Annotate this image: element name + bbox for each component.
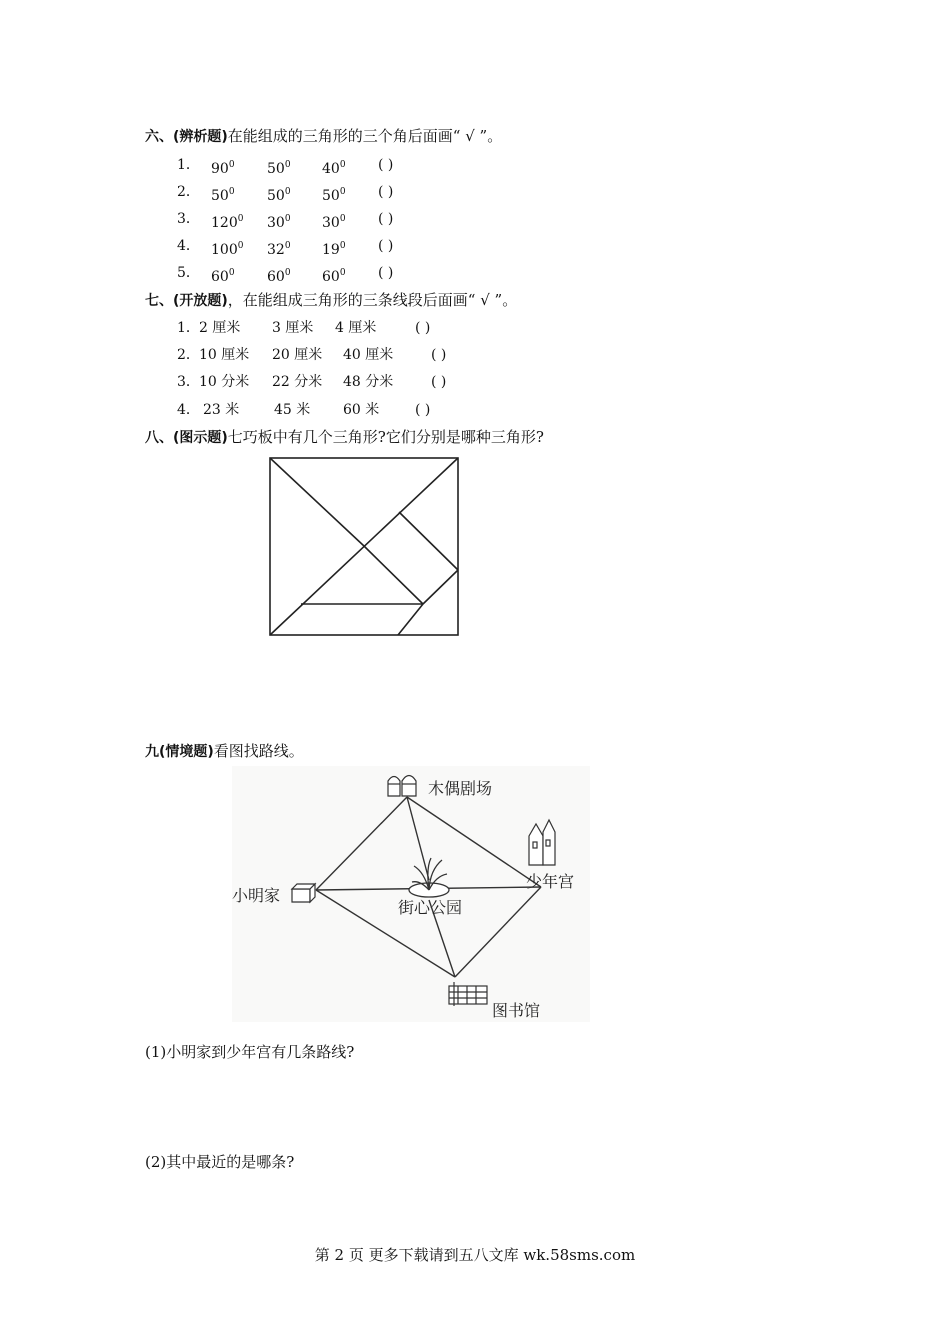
segment-c: 48 分米 [343, 374, 394, 390]
segment-c: 60 米 [343, 402, 380, 418]
item-number: 4． [177, 238, 200, 254]
angle-a: 90 [211, 161, 229, 177]
segment-a: 23 米 [203, 402, 240, 418]
angle-b: 30 [267, 215, 285, 231]
degree-mark: 0 [284, 160, 291, 170]
degree-mark: 0 [284, 187, 291, 197]
degree-mark: 0 [228, 187, 235, 197]
q6-label: 六、 [145, 129, 173, 145]
angle-a: 50 [211, 188, 229, 204]
segment-b: 45 米 [274, 402, 311, 418]
degree-mark: 0 [339, 241, 346, 251]
label-home: 小明家 [232, 886, 281, 905]
item-number: 4． [177, 402, 200, 418]
degree-mark: 0 [237, 241, 244, 251]
q9-label: 九 [145, 744, 159, 760]
answer-blank[interactable]: ( ) [378, 157, 394, 173]
home-icon [292, 884, 315, 902]
answer-blank[interactable]: ( ) [431, 347, 447, 363]
q9-sub1: (1)小明家到少年宫有几条路线? [145, 1043, 355, 1061]
segment-b: 20 厘米 [272, 347, 323, 363]
degree-mark: 0 [284, 241, 291, 251]
label-palace: 少年宫 [526, 872, 575, 891]
segment-c: 4 厘米 [335, 320, 377, 336]
item-number: 2． [177, 347, 200, 363]
map-background [232, 766, 590, 1022]
angle-a: 100 [211, 242, 238, 258]
answer-blank[interactable]: ( ) [378, 211, 394, 227]
angle-a: 120 [211, 215, 238, 231]
segment-a: 10 分米 [199, 374, 250, 390]
q7-tag: (开放题) [173, 293, 228, 309]
angle-c: 30 [322, 215, 340, 231]
item-number: 1． [177, 157, 200, 173]
angle-b: 50 [267, 188, 285, 204]
answer-blank[interactable]: ( ) [378, 238, 394, 254]
answer-blank[interactable]: ( ) [415, 320, 431, 336]
degree-mark: 0 [228, 160, 235, 170]
item-number: 3． [177, 211, 200, 227]
segment-b: 3 厘米 [272, 320, 314, 336]
answer-blank[interactable]: ( ) [378, 184, 394, 200]
answer-blank[interactable]: ( ) [431, 374, 447, 390]
answer-blank[interactable]: ( ) [378, 265, 394, 281]
segment-b: 22 分米 [272, 374, 323, 390]
angle-b: 60 [267, 269, 285, 285]
angle-c: 40 [322, 161, 340, 177]
library-icon [449, 982, 487, 1006]
degree-mark: 0 [339, 268, 346, 278]
degree-mark: 0 [284, 214, 291, 224]
q7-text: ，在能组成三角形的三条线段后面画“ √ ”。 [227, 291, 518, 309]
q9-sub2: (2)其中最近的是哪条? [145, 1153, 295, 1171]
angle-c: 60 [322, 269, 340, 285]
segment-a: 10 厘米 [199, 347, 250, 363]
segment-a: 2 厘米 [199, 320, 241, 336]
label-library: 图书馆 [492, 1001, 541, 1020]
page-footer: 第 2 页 更多下载请到五八文库 wk.58sms.com [314, 1246, 636, 1264]
angle-c: 50 [322, 188, 340, 204]
degree-mark: 0 [284, 268, 291, 278]
angle-b: 50 [267, 161, 285, 177]
degree-mark: 0 [228, 268, 235, 278]
label-theater: 木偶剧场 [428, 779, 493, 798]
q9-tag: (情境题) [159, 744, 214, 760]
item-number: 1． [177, 320, 200, 336]
q8-label: 八、 [145, 430, 173, 446]
degree-mark: 0 [237, 214, 244, 224]
angle-c: 19 [322, 242, 340, 258]
angle-a: 60 [211, 269, 229, 285]
item-number: 2． [177, 184, 200, 200]
segment-c: 40 厘米 [343, 347, 394, 363]
answer-blank[interactable]: ( ) [415, 402, 431, 418]
q6-tag: (辨析题) [173, 129, 228, 145]
degree-mark: 0 [339, 160, 346, 170]
q9-text: 看图找路线。 [213, 742, 304, 760]
q6-text: 在能组成的三角形的三个角后面画“ √ ”。 [227, 127, 503, 145]
degree-mark: 0 [339, 214, 346, 224]
q8-tag: (图示题) [173, 430, 228, 446]
item-number: 3． [177, 374, 200, 390]
label-park: 街心公园 [398, 898, 463, 917]
q8-text: 七巧板中有几个三角形?它们分别是哪种三角形? [227, 428, 544, 446]
degree-mark: 0 [339, 187, 346, 197]
q7-label: 七、 [145, 293, 173, 309]
angle-b: 32 [267, 242, 285, 258]
item-number: 5． [177, 265, 200, 281]
